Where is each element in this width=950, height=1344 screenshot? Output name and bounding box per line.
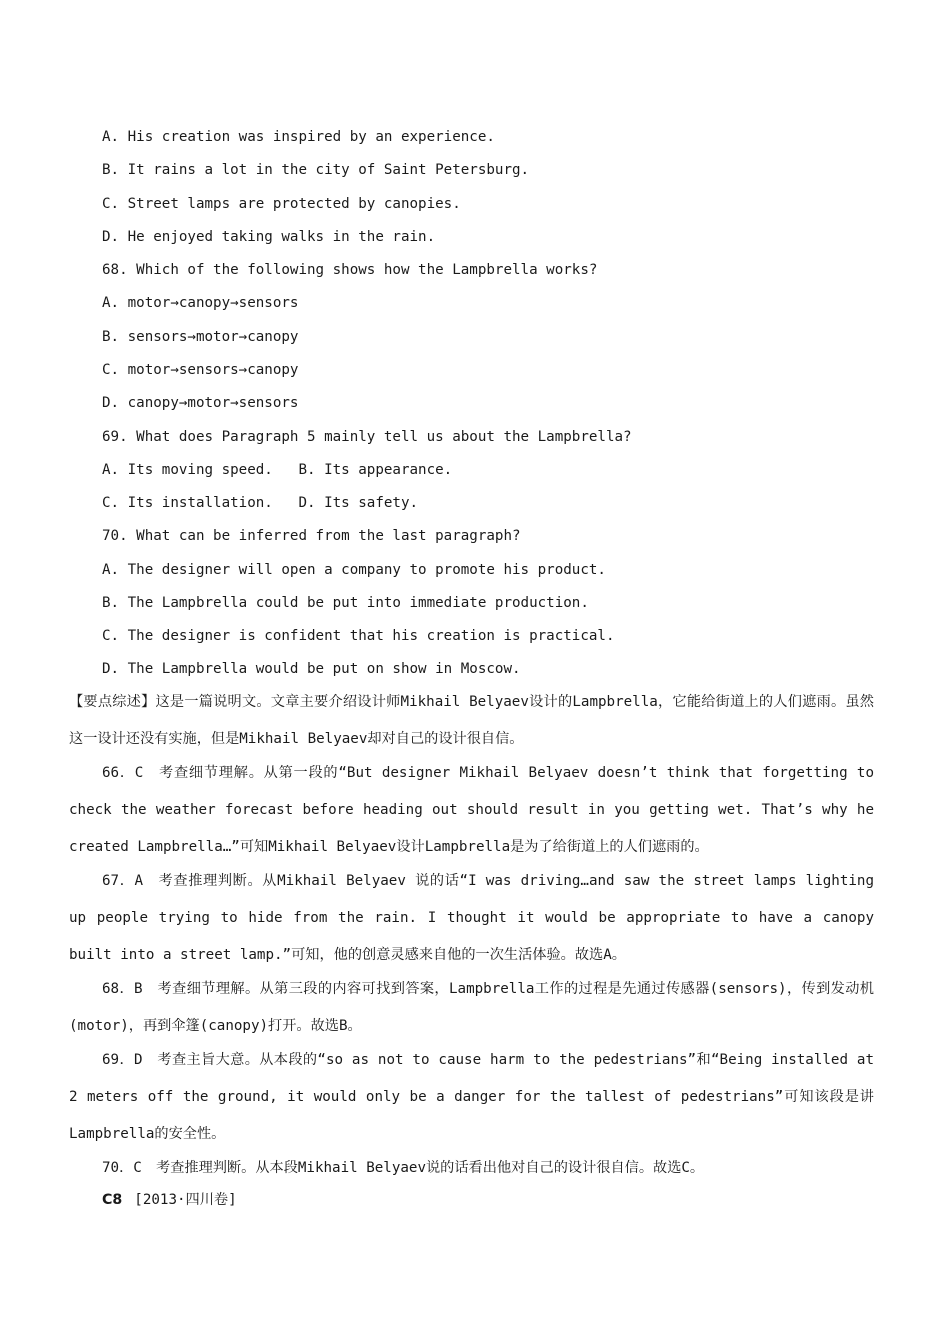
- q70-option-b: B. The Lampbrella could be put into immediate production.: [102, 595, 589, 611]
- q69-options-row1: A. Its moving speed. B. Its appearance.: [102, 462, 453, 478]
- q70-option-d: D. The Lampbrella would be put on show in Moscow.: [102, 661, 521, 677]
- section-source: [2013·四川卷]: [134, 1192, 237, 1208]
- q67-option-d: D. He enjoyed taking walks in the rain.: [102, 229, 436, 245]
- q67-option-c: C. Street lamps are protected by canopies.: [102, 196, 461, 212]
- q68-option-d: D. canopy→motor→sensors: [102, 395, 299, 411]
- q68-option-a: A. motor→canopy→sensors: [102, 295, 299, 311]
- q68-option-b: B. sensors→motor→canopy: [102, 329, 299, 345]
- q69-options-row2: C. Its installation. D. Its safety.: [102, 495, 419, 511]
- q70-option-c: C. The designer is confident that his creation is practical.: [102, 628, 615, 644]
- q67-option-a: A. His creation was inspired by an experience.: [102, 129, 495, 145]
- section-label: C8: [102, 1192, 123, 1208]
- explanation-68: 68．B 考查细节理解。从第三段的内容可找到答案，Lampbrella工作的过程是先通过传感器(sensors)，传到发动机(motor)，再到伞篷(canopy)打开。故选B。: [69, 981, 874, 1034]
- q68-option-c: C. motor→sensors→canopy: [102, 362, 299, 378]
- q70-option-a: A. The designer will open a company to promote his product.: [102, 562, 606, 578]
- explanation-66: 66．C 考查细节理解。从第一段的“But designer Mikhail Belyaev doesn’t think that forgetting to check the weather forecast before heading out should result in you getting wet. That’s why he created Lampbrella…”可知Mikhail Belyaev设计Lampbrella是为了给街道上的人们遮雨的。: [69, 765, 874, 855]
- q67-option-b: B. It rains a lot in the city of Saint Petersburg.: [102, 162, 530, 178]
- explanation-69: 69．D 考查主旨大意。从本段的“so as not to cause harm to the pedestrians”和“Being installed at 2 meters off the ground, it would only be a danger for the tallest of pedestrians”可知该段是讲Lampbrella的安全性。: [69, 1052, 874, 1142]
- q68-stem: 68. Which of the following shows how the Lampbrella works?: [102, 262, 598, 278]
- section-footer: [102, 1190, 237, 1210]
- q70-stem: 70. What can be inferred from the last paragraph?: [102, 528, 521, 544]
- explanation-70: 70．C 考查推理判断。从本段Mikhail Belyaev说的话看出他对自己的设计很自信。故选C。: [102, 1160, 705, 1176]
- summary-paragraph: 【要点综述】这是一篇说明文。文章主要介绍设计师Mikhail Belyaev设计的Lampbrella，它能给街道上的人们遮雨。虽然这一设计还没有实施，但是Mikhail Belyaev却对自己的设计很自信。: [69, 694, 874, 747]
- q69-stem: 69. What does Paragraph 5 mainly tell us about the Lampbrella?: [102, 429, 632, 445]
- explanation-67: 67．A 考查推理判断。从Mikhail Belyaev 说的话“I was driving…and saw the street lamps lighting up people trying to hide from the rain. I thought it would be appropriate to have a canopy built into a street lamp.”可知，他的创意灵感来自他的一次生活体验。故选A。: [69, 873, 874, 963]
